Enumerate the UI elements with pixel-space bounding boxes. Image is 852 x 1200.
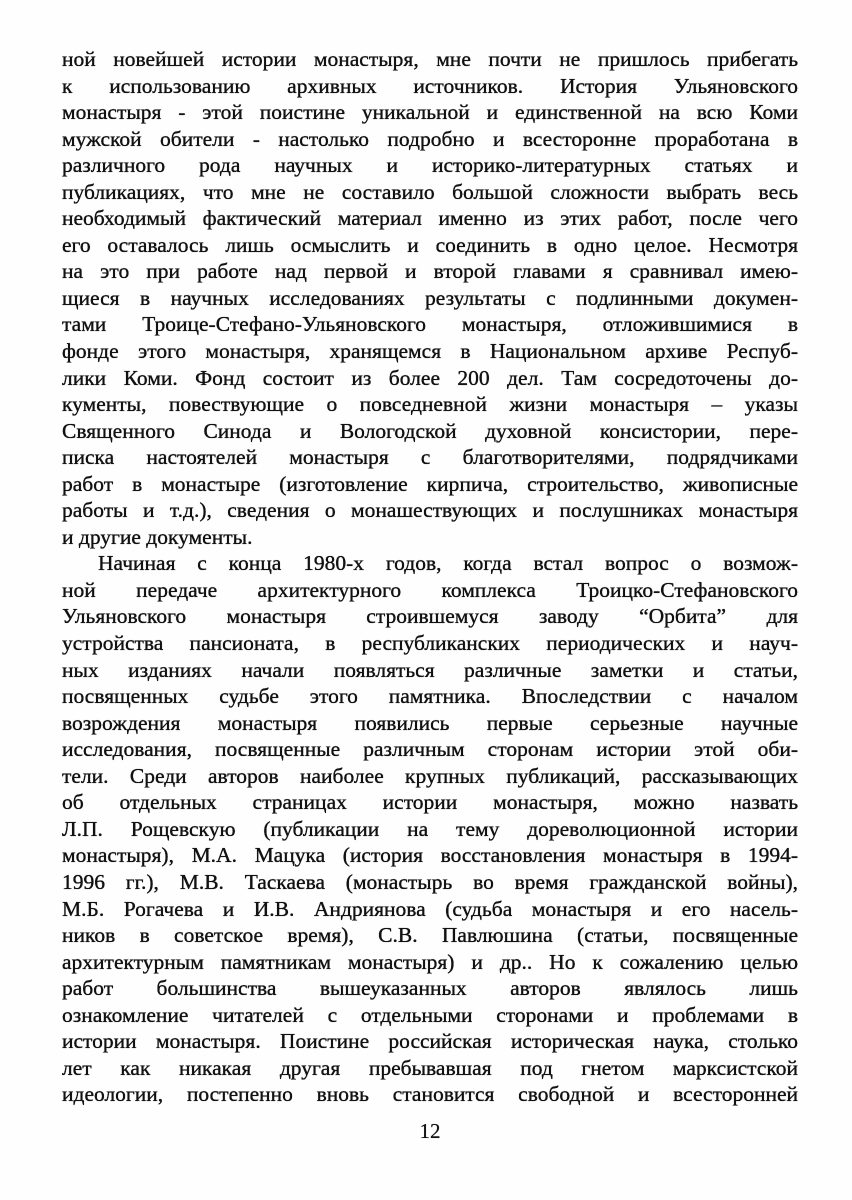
text-line: лет как никакая другая пребывавшая под гнетом марксистской <box>62 1055 798 1080</box>
text-line: кументы, повествующие о повседневной жизни монастыря – указы <box>62 392 798 417</box>
text-line: Священного Синода и Вологодской духовной консистории, пере- <box>62 418 798 443</box>
page-number: 12 <box>419 1119 441 1143</box>
text-line: монастыря), М.А. Мацука (история восстановления монастыря в 1994- <box>62 843 798 868</box>
text-line: ной новейшей истории монастыря, мне почти не пришлось прибегать <box>62 47 798 71</box>
paragraph-continued <box>62 46 798 550</box>
text-line: работы и т.д.), сведения о монашествующих и послушниках монастыря <box>62 498 798 523</box>
text-line: писка настоятелей монастыря с благотворителями, подрядчиками <box>62 445 798 470</box>
text-line: 1996 гг.), М.В. Таскаева (монастырь во время гражданской войны), <box>62 869 798 894</box>
text-line: устройства пансионата, в республиканских периодических и науч- <box>62 631 798 656</box>
text-line: щиеся в научных исследованиях результаты с подлинными докумен- <box>62 285 798 310</box>
text-line: к использованию архивных источников. История Ульяновского <box>62 73 798 98</box>
text-line: истории монастыря. Поистине российская историческая наука, столько <box>62 1029 798 1054</box>
text-line: исследования, посвященные различным сторонам истории этой оби- <box>62 737 798 762</box>
text-line: работ большинства вышеуказанных авторов являлось лишь <box>62 976 798 1001</box>
text-line: посвященных судьбе этого памятника. Впоследствии с началом <box>62 684 798 709</box>
body-text <box>62 46 798 1108</box>
text-line: М.Б. Рогачева и И.В. Андриянова (судьба монастыря и его насель- <box>62 896 798 921</box>
text-line: об отдельных страницах истории монастыря, можно назвать <box>62 790 798 815</box>
text-line: работ в монастыре (изготовление кирпича, строительство, живописные <box>62 471 798 496</box>
text-line: ной передаче архитектурного комплекса Троицко-Стефановского <box>62 577 798 602</box>
text-line: тами Троице-Стефано-Ульяновского монастыря, отложившимися в <box>62 312 798 337</box>
paragraph-new <box>62 550 798 1107</box>
text-line: лики Коми. Фонд состоит из более 200 дел. Там сосредоточены до- <box>62 365 798 390</box>
text-line: Ульяновского монастыря строившемуся заводу “Орбита” для <box>62 604 798 629</box>
text-line: ознакомление читателей с отдельными сторонами и проблемами в <box>62 1002 798 1027</box>
text-line: ников в советское время), С.В. Павлюшина (статьи, посвященные <box>62 923 798 948</box>
text-line: мужской обители - настолько подробно и всесторонне проработана в <box>62 126 798 151</box>
text-line: тели. Среди авторов наиболее крупных публикаций, рассказывающих <box>62 763 798 788</box>
text-line: необходимый фактический материал именно из этих работ, после чего <box>62 206 798 231</box>
text-line: архитектурным памятникам монастыря) и др.. Но к сожалению целью <box>62 949 798 974</box>
text-line: Начиная с конца 1980-х годов, когда встал вопрос о возмож- <box>98 551 798 576</box>
text-line: на это при работе над первой и второй главами я сравнивал имею- <box>62 259 798 284</box>
text-line: Л.П. Рощевскую (публикации на тему дореволюционной истории <box>62 816 798 841</box>
text-line: различного рода научных и историко-литературных статьях и <box>62 153 798 178</box>
text-line: публикациях, что мне не составило большой сложности выбрать весь <box>62 179 798 204</box>
text-line: ных изданиях начали появляться различные заметки и статьи, <box>62 657 798 682</box>
text-line: его оставалось лишь осмыслить и соединить в одно целое. Несмотря <box>62 232 798 257</box>
text-line: возрождения монастыря появились первые серьезные научные <box>62 710 798 735</box>
text-line: монастыря - этой поистине уникальной и единственной на всю Коми <box>62 100 798 125</box>
text-line: и другие документы. <box>62 524 253 549</box>
text-line: идеологии, постепенно вновь становится свободной и всесторонней <box>62 1082 798 1107</box>
text-line: фонде этого монастыря, хранящемся в Национальном архиве Респуб- <box>62 339 798 364</box>
